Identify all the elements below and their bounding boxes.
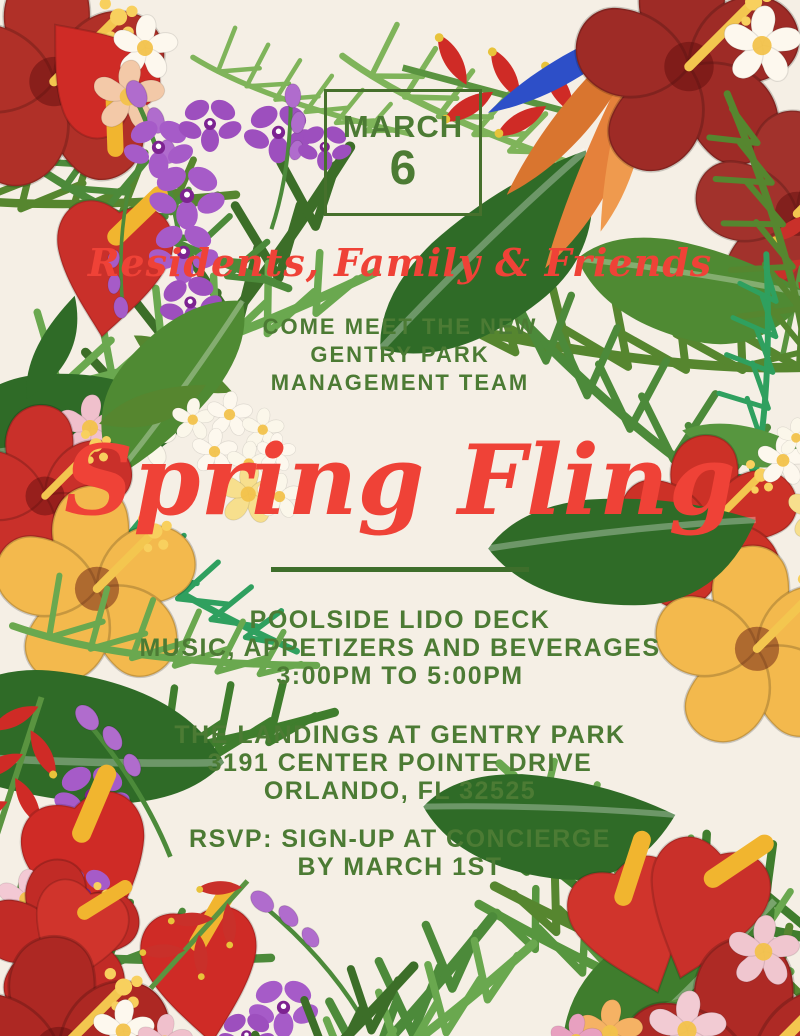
rsvp-line-2: BY MARCH 1ST xyxy=(297,853,503,881)
location-line-2: 3191 CENTER POINTE DRIVE xyxy=(207,749,593,777)
title-divider xyxy=(271,567,529,572)
rsvp-line-1: RSVP: SIGN-UP AT CONCIERGE xyxy=(189,825,611,853)
greeting-text: Residents, Family & Friends xyxy=(87,240,713,285)
location-line-1: THE LANDINGS AT GENTRY PARK xyxy=(174,721,626,749)
date-day: 6 xyxy=(389,142,417,196)
date-badge xyxy=(324,89,482,216)
details-line-1: POOLSIDE LIDO DECK xyxy=(249,606,551,634)
details-line-2: MUSIC, APPETIZERS AND BEVERAGES xyxy=(139,634,661,662)
location-line-3: ORLANDO, FL 32525 xyxy=(263,777,537,805)
details-line-3: 3:00PM TO 5:00PM xyxy=(276,662,524,690)
event-details xyxy=(0,606,800,690)
date-month: MARCH xyxy=(342,109,464,145)
event-location xyxy=(0,721,800,805)
event-title: Spring Fling xyxy=(64,424,736,537)
intro-line-3: MANAGEMENT TEAM xyxy=(270,370,530,395)
intro-text xyxy=(0,313,800,397)
intro-line-1: COME MEET THE NEW xyxy=(262,314,538,339)
rsvp-text xyxy=(0,825,800,881)
intro-line-2: GENTRY PARK xyxy=(310,342,490,367)
